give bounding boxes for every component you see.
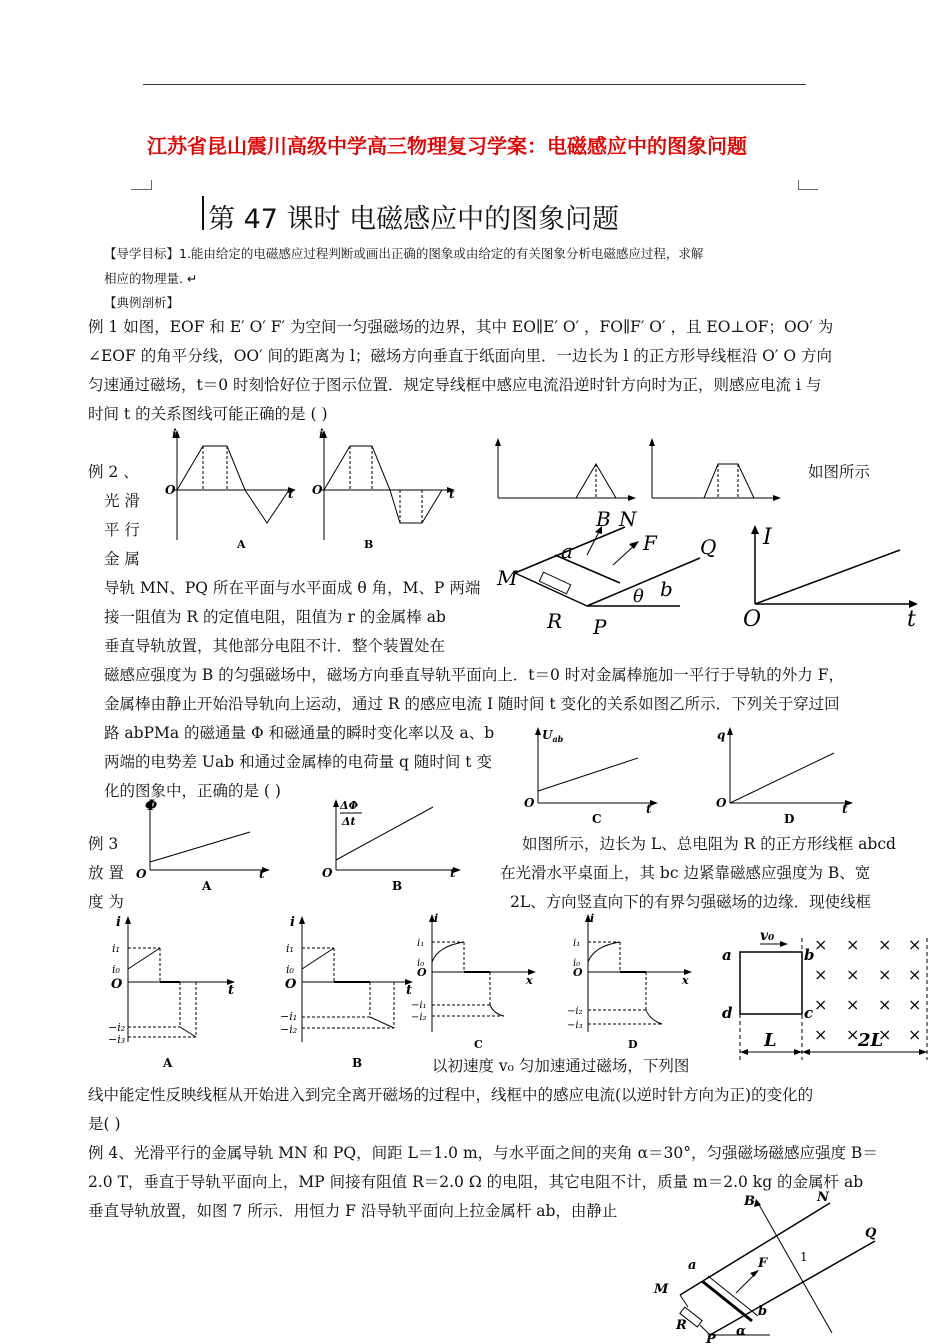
svg-text:t: t — [907, 607, 916, 632]
svg-text:v₀: v₀ — [760, 928, 775, 944]
svg-text:C: C — [592, 812, 602, 826]
svg-text:D: D — [784, 812, 795, 826]
ex2-graph-d — [712, 725, 857, 825]
ex4-line: 2.0 T，垂直于导轨平面向上，MP 间接有阻值 R＝2.0 Ω 的电阻，其它电阻不计，质量 m＝2.0 kg 的金属杆 ab — [88, 1173, 864, 1191]
svg-text:θ: θ — [633, 586, 644, 607]
svg-text:A: A — [163, 1056, 173, 1070]
svg-text:i: i — [172, 427, 177, 441]
svg-text:t: t — [228, 983, 235, 998]
goal-line-2: 相应的物理量. ↵ — [104, 271, 198, 286]
ex2-line: 接一阻值为 R 的定值电阻，阻值为 r 的金属棒 ab — [104, 608, 446, 626]
svg-text:ΔΦ: ΔΦ — [340, 799, 359, 812]
svg-text:×: × — [908, 935, 922, 954]
example-header: 【典例剖析】 — [104, 295, 180, 310]
svg-text:O: O — [285, 977, 297, 992]
ex3-graph-c — [412, 910, 542, 1055]
svg-text:B: B — [744, 1194, 755, 1209]
svg-text:F: F — [643, 531, 657, 555]
ex2-label: 平 行 — [104, 521, 140, 539]
ex2-line: 两端的电势差 Uab 和通过金属棒的电荷量 q 随时间 t 变 — [104, 753, 492, 771]
svg-text:i₀: i₀ — [286, 963, 294, 976]
svg-text:A: A — [202, 879, 212, 893]
svg-text:Q: Q — [700, 535, 717, 559]
ex2-graph-a — [132, 792, 277, 897]
svg-text:i: i — [116, 915, 121, 930]
ex1-graph-a — [165, 428, 300, 553]
ex2-line: 路 abPMa 的磁通量 Φ 和磁通量的瞬时变化率以及 a、b — [104, 724, 495, 742]
ex2-line: 导轨 MN、PQ 所在平面与水平面成 θ 角，M、P 两端 — [104, 579, 481, 597]
svg-text:i₀: i₀ — [573, 958, 581, 969]
header-rule — [143, 84, 806, 85]
svg-text:F: F — [758, 1256, 768, 1271]
document-title: 江苏省昆山震川高级中学高三物理复习学案：电磁感应中的图象问题 — [147, 134, 747, 158]
ex2-line: 垂直导轨放置，其他部分电阻不计．整个装置处在 — [104, 637, 446, 655]
svg-text:i₁: i₁ — [573, 938, 581, 949]
svg-text:i: i — [590, 912, 595, 925]
svg-text:i₁: i₁ — [112, 942, 120, 955]
svg-text:×: × — [908, 995, 922, 1014]
svg-text:a: a — [722, 946, 732, 964]
ex3-left: 放 置 — [88, 864, 124, 882]
ex1-line: 时间 t 的关系图线可能正确的是 ( ) — [88, 405, 328, 423]
svg-text:B: B — [392, 879, 403, 893]
svg-text:×: × — [908, 1025, 922, 1044]
svg-text:Δt: Δt — [342, 815, 356, 828]
svg-text:O: O — [165, 483, 176, 497]
svg-text:t: t — [259, 867, 265, 881]
svg-text:a: a — [688, 1258, 697, 1273]
ex3-line: 线中能定性反映线框从开始进入到完全离开磁场的过程中，线框中的感应电流(以逆时针方向为正)的变化的 — [88, 1086, 814, 1104]
svg-text:−i₂: −i₂ — [411, 1012, 427, 1023]
svg-text:Q: Q — [865, 1226, 877, 1241]
ex3-mid: 以初速度 v₀ 匀加速通过磁场，下列图 — [432, 1057, 690, 1075]
ex1-line: ∠EOF 的角平分线，OO′ 间的距离为 l；磁场方向垂直于纸面向里．一边长为 l 的正方形导线框沿 O′ O 方向 — [88, 347, 832, 365]
svg-text:b: b — [804, 946, 815, 964]
svg-text:−i₃: −i₃ — [108, 1033, 126, 1046]
svg-text:O: O — [573, 966, 583, 979]
svg-text:B: B — [596, 507, 611, 531]
svg-text:×: × — [846, 935, 860, 954]
svg-text:i: i — [434, 912, 439, 925]
ex3-right: 如图所示，边长为 L、总电阻为 R 的正方形线框 abcd — [522, 835, 896, 853]
svg-text:×: × — [908, 965, 922, 984]
ex3-graph-b — [282, 912, 417, 1072]
svg-text:t: t — [646, 802, 652, 816]
svg-text:x: x — [526, 974, 533, 987]
svg-text:b: b — [758, 1304, 768, 1319]
ex2-rail-diagram — [495, 507, 720, 645]
ex2-right-text: 如图所示 — [808, 463, 871, 481]
svg-text:×: × — [878, 995, 892, 1014]
ex3-left: 例 3 — [88, 835, 119, 853]
svg-text:P: P — [593, 615, 607, 639]
svg-text:t: t — [288, 487, 294, 501]
svg-text:C: C — [474, 1038, 483, 1051]
ex1-graph-d — [642, 436, 792, 506]
goal-line-1: 【导学目标】1.能由给定的电磁感应过程判断或画出正确的图象或由给定的有关图象分析电磁感应过程，求解 — [104, 246, 704, 261]
svg-text:I: I — [763, 525, 772, 550]
ex2-line: 金属棒由静止开始沿导轨向上运动，通过 R 的感应电流 I 随时间 t 变化的关系如图乙所示．下列关于穿过回 — [104, 695, 840, 713]
svg-text:O: O — [743, 607, 762, 632]
svg-text:i₀: i₀ — [112, 963, 120, 976]
svg-text:M: M — [654, 1282, 669, 1297]
svg-text:2L: 2L — [858, 1030, 884, 1051]
svg-text:×: × — [814, 935, 828, 954]
svg-text:N: N — [817, 1190, 829, 1205]
svg-text:×: × — [878, 935, 892, 954]
svg-text:O: O — [312, 483, 323, 497]
ex3-right: 2L、方向竖直向下的有界匀强磁场的边缘．现使线框 — [510, 893, 872, 911]
svg-text:D: D — [628, 1038, 638, 1051]
ex2-graph-b — [318, 795, 468, 895]
svg-text:t: t — [449, 487, 455, 501]
svg-text:B: B — [364, 538, 374, 551]
svg-text:M: M — [497, 566, 518, 590]
svg-text:B: B — [352, 1056, 363, 1070]
lesson-title: 第 47 课时 电磁感应中的图象问题 — [208, 204, 620, 235]
svg-text:−i₂: −i₂ — [280, 1023, 298, 1036]
svg-text:i: i — [290, 915, 295, 930]
svg-text:−i₃: −i₃ — [567, 1020, 583, 1031]
svg-text:a: a — [561, 539, 573, 563]
svg-text:i: i — [319, 427, 324, 441]
ex3-graph-d — [568, 910, 698, 1055]
ex2-line: 磁感应强度为 B 的匀强磁场中，磁场方向垂直导轨平面向上．t＝0 时对金属棒施加一平行于导轨的外力 F， — [104, 666, 844, 684]
svg-text:c: c — [804, 1004, 814, 1022]
ex2-graph-c — [520, 725, 660, 825]
ex4-rail-diagram — [640, 1185, 890, 1344]
cursor-bar — [202, 196, 204, 230]
svg-text:t: t — [406, 983, 413, 998]
svg-text:O: O — [322, 866, 333, 880]
svg-text:−i₂: −i₂ — [108, 1021, 126, 1034]
ex1-graph-c — [488, 436, 638, 506]
svg-text:O: O — [111, 977, 123, 992]
ex2-line: 化的图象中，正确的是 ( ) — [104, 782, 281, 800]
svg-text:×: × — [878, 965, 892, 984]
svg-text:i₁: i₁ — [417, 938, 425, 949]
svg-text:×: × — [846, 995, 860, 1014]
ex3-right: 在光滑水平桌面上，其 bc 边紧靠磁感应强度为 B、宽 — [500, 864, 871, 882]
svg-text:t: t — [842, 802, 848, 816]
ex3-frame-field-diagram — [718, 920, 933, 1065]
svg-text:Uab: $U_{ab}$ — [542, 728, 564, 744]
svg-text:O: O — [136, 867, 147, 881]
svg-text:t: t — [450, 866, 456, 880]
svg-text:−i₁: −i₁ — [411, 1000, 427, 1011]
ex1-graph-b — [312, 428, 462, 553]
svg-text:x: x — [682, 974, 689, 987]
svg-text:1: 1 — [800, 1250, 808, 1264]
svg-text:×: × — [814, 995, 828, 1014]
svg-text:×: × — [814, 1025, 828, 1044]
ex3-graph-a — [108, 912, 238, 1072]
svg-text:i₁: i₁ — [286, 942, 294, 955]
svg-text:i₀: i₀ — [417, 958, 425, 969]
svg-text:×: × — [814, 965, 828, 984]
svg-text:P: P — [706, 1332, 716, 1344]
svg-text:×: × — [846, 1025, 860, 1044]
svg-text:q: q — [717, 728, 726, 742]
ex2-label: 金 属 — [104, 550, 140, 568]
svg-text:b: b — [660, 577, 673, 601]
svg-text:−i₂: −i₂ — [567, 1006, 583, 1017]
ex4-line: 例 4、光滑平行的金属导轨 MN 和 PQ，间距 L＝1.0 m，与水平面之间的夹角 α＝30°，匀强磁场磁感应强度 B＝ — [88, 1144, 878, 1162]
svg-text:−i₁: −i₁ — [280, 1010, 298, 1023]
svg-text:×: × — [878, 1025, 892, 1044]
svg-text:R: R — [547, 609, 563, 633]
ex3-left: 度 为 — [88, 893, 124, 911]
ex2-current-graph — [735, 522, 925, 632]
ex3-line: 是( ) — [88, 1115, 121, 1133]
svg-text:N: N — [619, 507, 637, 531]
corner-mark — [798, 189, 818, 190]
svg-text:R: R — [676, 1318, 687, 1333]
svg-text:O: O — [524, 796, 535, 810]
svg-text:α: α — [736, 1324, 747, 1339]
svg-text:O: O — [716, 796, 727, 810]
svg-text:Φ: Φ — [145, 798, 158, 814]
svg-text:d: d — [722, 1004, 733, 1022]
corner-mark — [131, 189, 151, 190]
svg-text:O: O — [417, 966, 427, 979]
corner-mark — [151, 180, 152, 190]
ex1-line: 例 1 如图，EOF 和 E′ O′ F′ 为空间一匀强磁场的边界，其中 EO∥E′ O′ ，FO∥F′ O′ ，且 EO⊥OF；OO′ 为 — [88, 318, 834, 336]
ex2-label: 光 滑 — [104, 492, 140, 510]
ex2-label: 例 2 、 — [88, 463, 139, 481]
ex1-line: 匀速通过磁场，t＝0 时刻恰好位于图示位置．规定导线框中感应电流沿逆时针方向时为正，则感应电流 i 与 — [88, 376, 822, 394]
svg-text:×: × — [846, 965, 860, 984]
svg-text:L: L — [764, 1030, 777, 1051]
svg-text:A: A — [237, 538, 246, 551]
ex4-line: 垂直导轨放置，如图 7 所示．用恒力 F 沿导轨平面向上拉金属杆 ab，由静止 — [88, 1202, 618, 1220]
